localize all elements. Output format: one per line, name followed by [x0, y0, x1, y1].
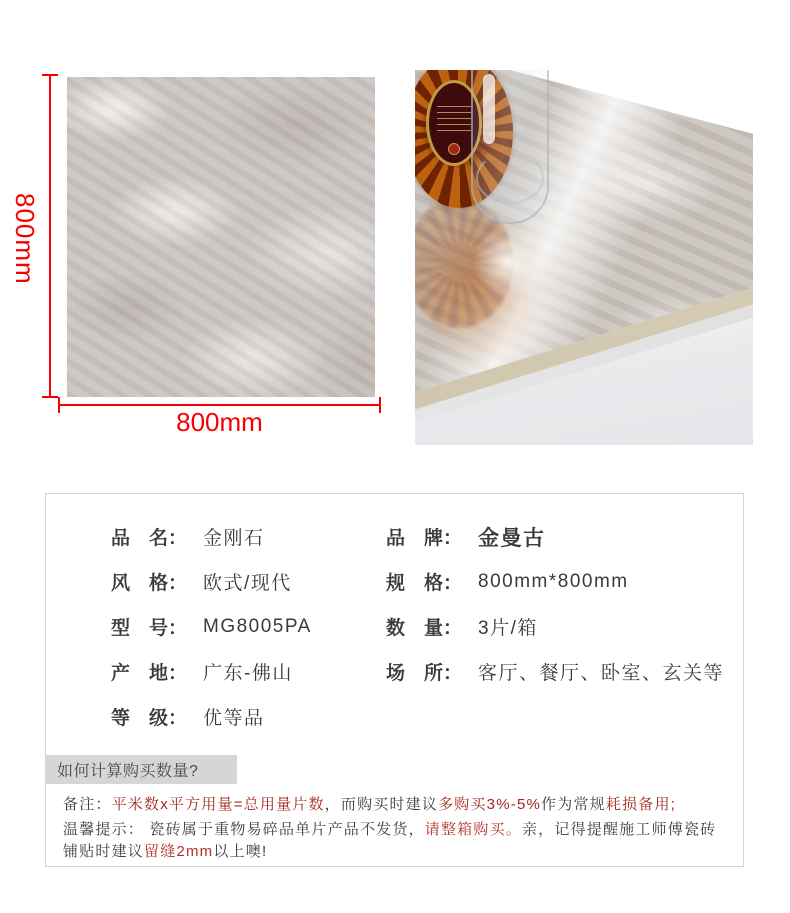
note-segment: 作为常规 [541, 796, 606, 813]
spec-label: 等 级： [111, 708, 188, 729]
width-dimension-label: 800mm [176, 407, 263, 437]
spec-label: 品 牌： [386, 528, 463, 549]
spec-row-style [111, 559, 312, 604]
width-dimension-line [58, 404, 381, 406]
spec-value: 优等品 [203, 708, 265, 729]
height-dimension-label: 800mm [10, 193, 40, 285]
spec-label: 风 格： [111, 573, 188, 594]
note-segment: 平米数x平方用量=总用量片数 [111, 796, 325, 813]
spec-row-places [386, 649, 724, 694]
spec-value: 欧式/现代 [203, 573, 292, 594]
quantity-help-title: 如何计算购买数量? [57, 763, 199, 780]
note-segment: 以上噢! [213, 843, 268, 860]
spec-label: 品 名： [111, 528, 188, 549]
spec-value: MG8005PA [203, 615, 312, 637]
spec-row-quantity [386, 604, 724, 649]
note-segment: 留缝2mm [144, 843, 214, 860]
spec-row-brand [386, 514, 724, 559]
drinking-glass-image [471, 70, 549, 224]
note-segment: 亲，记得提醒施工师傅瓷砖铺贴时建议 [63, 821, 717, 860]
spec-label: 场 所： [386, 663, 463, 684]
tile-swatch-image [67, 77, 375, 397]
note-segment: ，而购买时建议 [324, 796, 439, 813]
spec-label: 型 号： [111, 618, 188, 639]
remark-note [63, 794, 718, 816]
spec-value: 800mm*800mm [478, 570, 629, 592]
spec-value: 客厅、餐厅、卧室、玄关等 [478, 663, 725, 684]
spec-value: 广东-佛山 [203, 663, 293, 684]
spec-row-grade [111, 694, 312, 739]
note-segment: 多购买3%-5% [438, 796, 542, 813]
glass-reflection [473, 228, 543, 298]
spec-row-origin [111, 649, 312, 694]
tip-note [63, 819, 718, 863]
quantity-help-bar [46, 755, 237, 784]
purchase-notes [63, 794, 718, 866]
note-segment: 温馨提示： 瓷砖属于重物易碎品单片产品不发货， [63, 821, 425, 838]
spec-column-right [386, 514, 724, 694]
spec-label: 数 量： [386, 618, 463, 639]
note-segment: 备注： [63, 796, 112, 813]
spec-row-name [111, 514, 312, 559]
spec-value: 金刚石 [203, 528, 265, 549]
spec-value: 3片/箱 [478, 618, 538, 639]
height-dimension-line [49, 74, 51, 398]
spec-label: 产 地： [111, 663, 188, 684]
spec-value: 金曼古 [478, 525, 546, 550]
tile-scene-photo [415, 70, 753, 445]
note-segment: 请整箱购买。 [424, 821, 522, 838]
spec-label: 规 格： [386, 573, 463, 594]
spec-column-left [111, 514, 312, 739]
product-spec-box [45, 493, 744, 867]
spec-row-model [111, 604, 312, 649]
note-segment: 耗损备用; [605, 796, 677, 813]
spec-row-size [386, 559, 724, 604]
